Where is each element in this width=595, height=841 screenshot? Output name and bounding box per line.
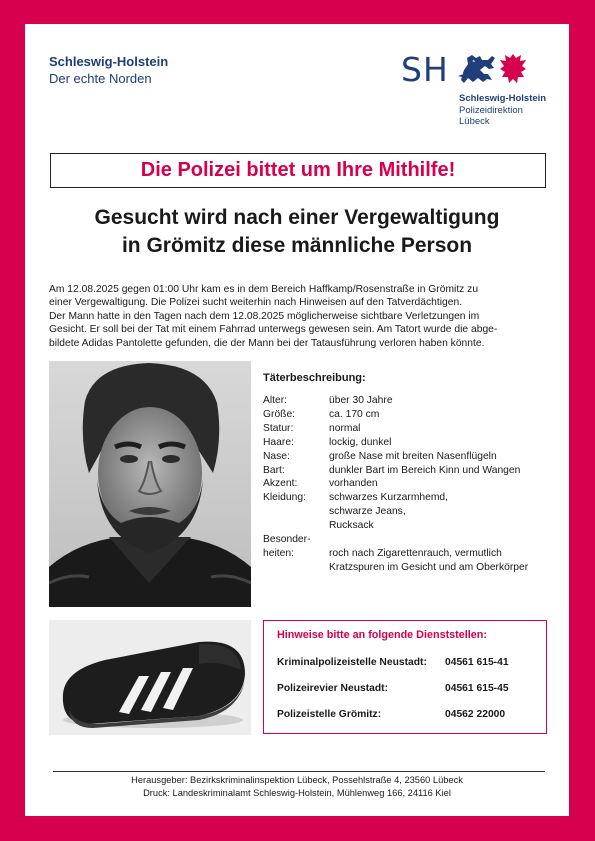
description-row	[263, 547, 553, 561]
brand-slogan: Der echte Norden	[49, 71, 152, 86]
brand-name: Schleswig-Holstein	[49, 54, 169, 69]
description-value: normal	[329, 422, 361, 434]
description-label: Alter:	[263, 395, 288, 406]
description-value: schwarzes Kurzarmhemd,	[329, 492, 449, 504]
footer-publisher: Herausgeber: Bezirkskriminalinspektion Lübeck, Possehlstraße 4, 23560 Lübeck	[131, 775, 463, 785]
description-value: Rucksack	[329, 520, 374, 532]
headline-line-2: in Grömitz diese männliche Person	[121, 234, 473, 257]
contact-phone[interactable]: 04561 615-45	[445, 683, 509, 694]
contact-phone[interactable]: 04562 22000	[445, 709, 506, 720]
description-label: Besonder-	[263, 534, 311, 546]
description-value: vorhanden	[329, 478, 378, 490]
org-name: Schleswig-Holstein	[459, 93, 547, 104]
contact-name: Polizeistelle Grömitz:	[277, 709, 382, 720]
description-value: ca. 170 cm	[329, 408, 380, 420]
org-city: Lübeck	[459, 116, 490, 127]
appeal-text: Die Polizei bittet um Ihre Mithilfe!	[140, 159, 456, 181]
description-row	[263, 436, 553, 450]
lion-icon	[458, 52, 498, 86]
description-row	[263, 505, 553, 519]
description-label: Kleidung:	[263, 492, 306, 504]
description-value: große Nase mit breiten Nasenflügeln	[329, 450, 497, 462]
description-row	[263, 491, 553, 505]
description-row	[263, 533, 553, 547]
description-row	[263, 464, 553, 478]
suspect-sketch-image	[49, 361, 251, 607]
slipper-photo-image	[49, 620, 251, 735]
poster-page	[25, 24, 569, 816]
contact-name: Kriminalpolizeistelle Neustadt:	[277, 657, 427, 668]
description-label	[263, 519, 329, 533]
description-row	[263, 477, 553, 491]
description-label: Akzent:	[263, 478, 298, 490]
org-department: Polizeidirektion	[459, 105, 523, 116]
contact-phone[interactable]: 04561 615-41	[445, 657, 509, 668]
intro-line: einer Vergewaltigung. Die Polizei sucht weiterhin nach Hinweisen auf den Tatverdächtigen.	[49, 297, 463, 309]
description-row	[263, 519, 553, 533]
description-label: Bart:	[263, 464, 285, 476]
footer-printer: Druck: Landeskriminalamt Schleswig-Holstein, Mühlenweg 166, 24116 Kiel	[143, 788, 451, 798]
intro-paragraph	[49, 283, 549, 350]
description-label: Größe:	[263, 408, 296, 420]
description-table	[263, 394, 553, 575]
description-value: Kratzspuren im Gesicht und am Oberkörper	[329, 561, 529, 573]
description-label: Haare:	[263, 436, 294, 448]
headline	[35, 204, 559, 260]
description-row	[263, 561, 553, 575]
description-title: Täterbeschreibung:	[263, 372, 366, 384]
description-value: dunkler Bart im Bereich Kinn und Wangen	[329, 464, 521, 476]
appeal-banner	[50, 153, 546, 188]
contact-name: Polizeirevier Neustadt:	[277, 683, 389, 694]
intro-line: Am 12.08.2025 gegen 01:00 Uhr kam es in dem Bereich Haffkamp/Rosenstraße in Grömitz zu	[49, 284, 479, 295]
intro-line: bildete Adidas Pantolette gefunden, die der Mann bei der Tatausführung verloren haben könnte.	[49, 337, 485, 349]
description-value: roch nach Zigarettenrauch, vermutlich	[329, 547, 502, 559]
headline-line-1: Gesucht wird nach einer Vergewaltigung	[94, 206, 500, 229]
description-row	[263, 408, 553, 422]
description-value: lockig, dunkel	[329, 436, 392, 448]
nettle-leaf-icon	[499, 52, 527, 86]
intro-line: Der Mann hatte in den Tagen nach dem 12.08.2025 möglicherweise sichtbare Verletzungen im	[49, 310, 480, 322]
description-label: Nase:	[263, 450, 290, 462]
contact-title: Hinweise bitte an folgende Dienststellen:	[277, 629, 487, 641]
description-value: über 30 Jahre	[329, 395, 393, 406]
sh-logo-letters: SH	[401, 50, 449, 89]
footer-divider	[53, 771, 545, 772]
description-row	[263, 422, 553, 436]
description-label: heiten:	[263, 547, 294, 559]
description-value: schwarze Jeans,	[329, 506, 406, 518]
intro-line: Gesicht. Er soll bei der Tat mit einem Fahrrad unterwegs gewesen sein. Am Tatort wurde die abge-	[49, 324, 498, 336]
description-row	[263, 394, 553, 408]
description-label	[263, 561, 329, 575]
description-label: Statur:	[263, 422, 294, 434]
description-label	[263, 505, 329, 519]
description-value	[329, 533, 553, 547]
contact-box	[263, 620, 547, 734]
description-row	[263, 450, 553, 464]
